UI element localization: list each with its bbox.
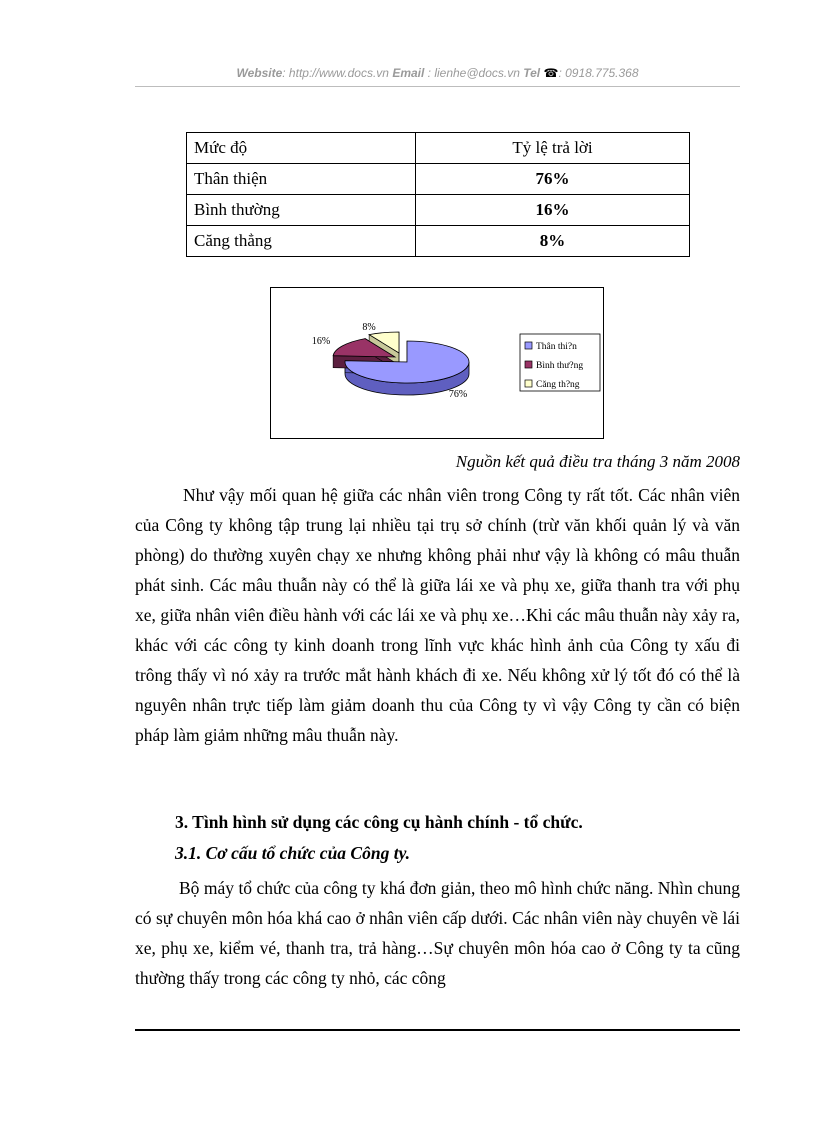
pie-data-label: 8% [362, 322, 376, 333]
pie-data-label: 16% [311, 336, 331, 347]
header-cell-level: Mức độ [187, 133, 416, 164]
legend-swatch [525, 380, 532, 387]
legend-label: Bình thư?ng [536, 361, 584, 371]
cell-level: Bình thường [187, 195, 416, 226]
table-row [187, 195, 690, 226]
email-label: Email [392, 66, 425, 80]
legend-swatch [525, 342, 532, 349]
chart-source-caption: Nguồn kết quả điều tra tháng 3 năm 2008 [455, 452, 740, 471]
telephone-icon: ☎ [543, 66, 559, 80]
website-label: Website [236, 66, 283, 80]
table-row [187, 226, 690, 257]
pie-chart [271, 288, 603, 438]
pie-data-label: 76% [448, 389, 468, 400]
page-header [135, 66, 740, 80]
website-value: : http://www.docs.vn [282, 66, 393, 80]
cell-rate: 16% [416, 195, 690, 226]
cell-rate: 76% [416, 164, 690, 195]
table-header-row [187, 133, 690, 164]
legend-swatch [525, 361, 532, 368]
paragraph-relations-text: Như vậy mối quan hệ giữa các nhân viên trong Công ty rất tốt. Các nhân viên của Công ty không tập trung lại nhiều tại trụ sở chính (trừ văn khối quản lý và văn phòng) do thường xuyên chạy xe nhưng không phải như vậy là không có mâu thuẫn phát sinh. Các mâu thuẫn này có thể là giữa lái xe và phụ xe, giữa thanh tra với phụ xe, giữa nhân viên điều hành với các lái xe và phụ xe…Khi các mâu thuẫn này xảy ra, khác với các công ty kinh doanh trong lĩnh vực khác hình ảnh của Công ty xấu đi trông thấy vì nó xảy ra trước mắt hành khách đi xe. Nếu không xử lý tốt đó có thể là nguyên nhân trực tiếp làm giảm doanh thu của Công ty vì vậy Công ty cần có biện pháp làm giảm những mâu thuẫn này. [135, 485, 740, 745]
footer-divider [135, 1029, 740, 1031]
tel-value: : 0918.775.368 [558, 66, 639, 80]
legend-label: Căng th?ng [536, 380, 580, 390]
subsection-heading: 3.1. Cơ cấu tổ chức của Công ty. [175, 843, 411, 863]
section-heading: 3. Tình hình sử dụng các công cụ hành chính - tổ chức. [175, 812, 583, 832]
cell-rate: 8% [416, 226, 690, 257]
paragraph-structure-text: Bộ máy tổ chức của công ty khá đơn giản, theo mô hình chức năng. Nhìn chung có sự chuyên môn hóa khá cao ở nhân viên cấp dưới. Các nhân viên này chuyên về lái xe, phụ xe, kiểm vé, thanh tra, trả hàng…Sự chuyên môn hóa cao ở Công ty ta cũng thường thấy trong các công ty nhỏ, các công [135, 878, 740, 988]
header-cell-rate: Tỷ lệ trả lời [416, 133, 690, 164]
legend-label: Thân thi?n [536, 342, 577, 352]
pie-chart-frame [270, 287, 604, 439]
table-row [187, 164, 690, 195]
survey-table [186, 132, 690, 257]
paragraph-structure [135, 873, 740, 993]
email-value: : lienhe@docs.vn [424, 66, 524, 80]
cell-level: Thân thiện [187, 164, 416, 195]
cell-level: Căng thẳng [187, 226, 416, 257]
tel-label: Tel [523, 66, 541, 80]
paragraph-relations [135, 480, 740, 750]
header-divider [135, 86, 740, 87]
